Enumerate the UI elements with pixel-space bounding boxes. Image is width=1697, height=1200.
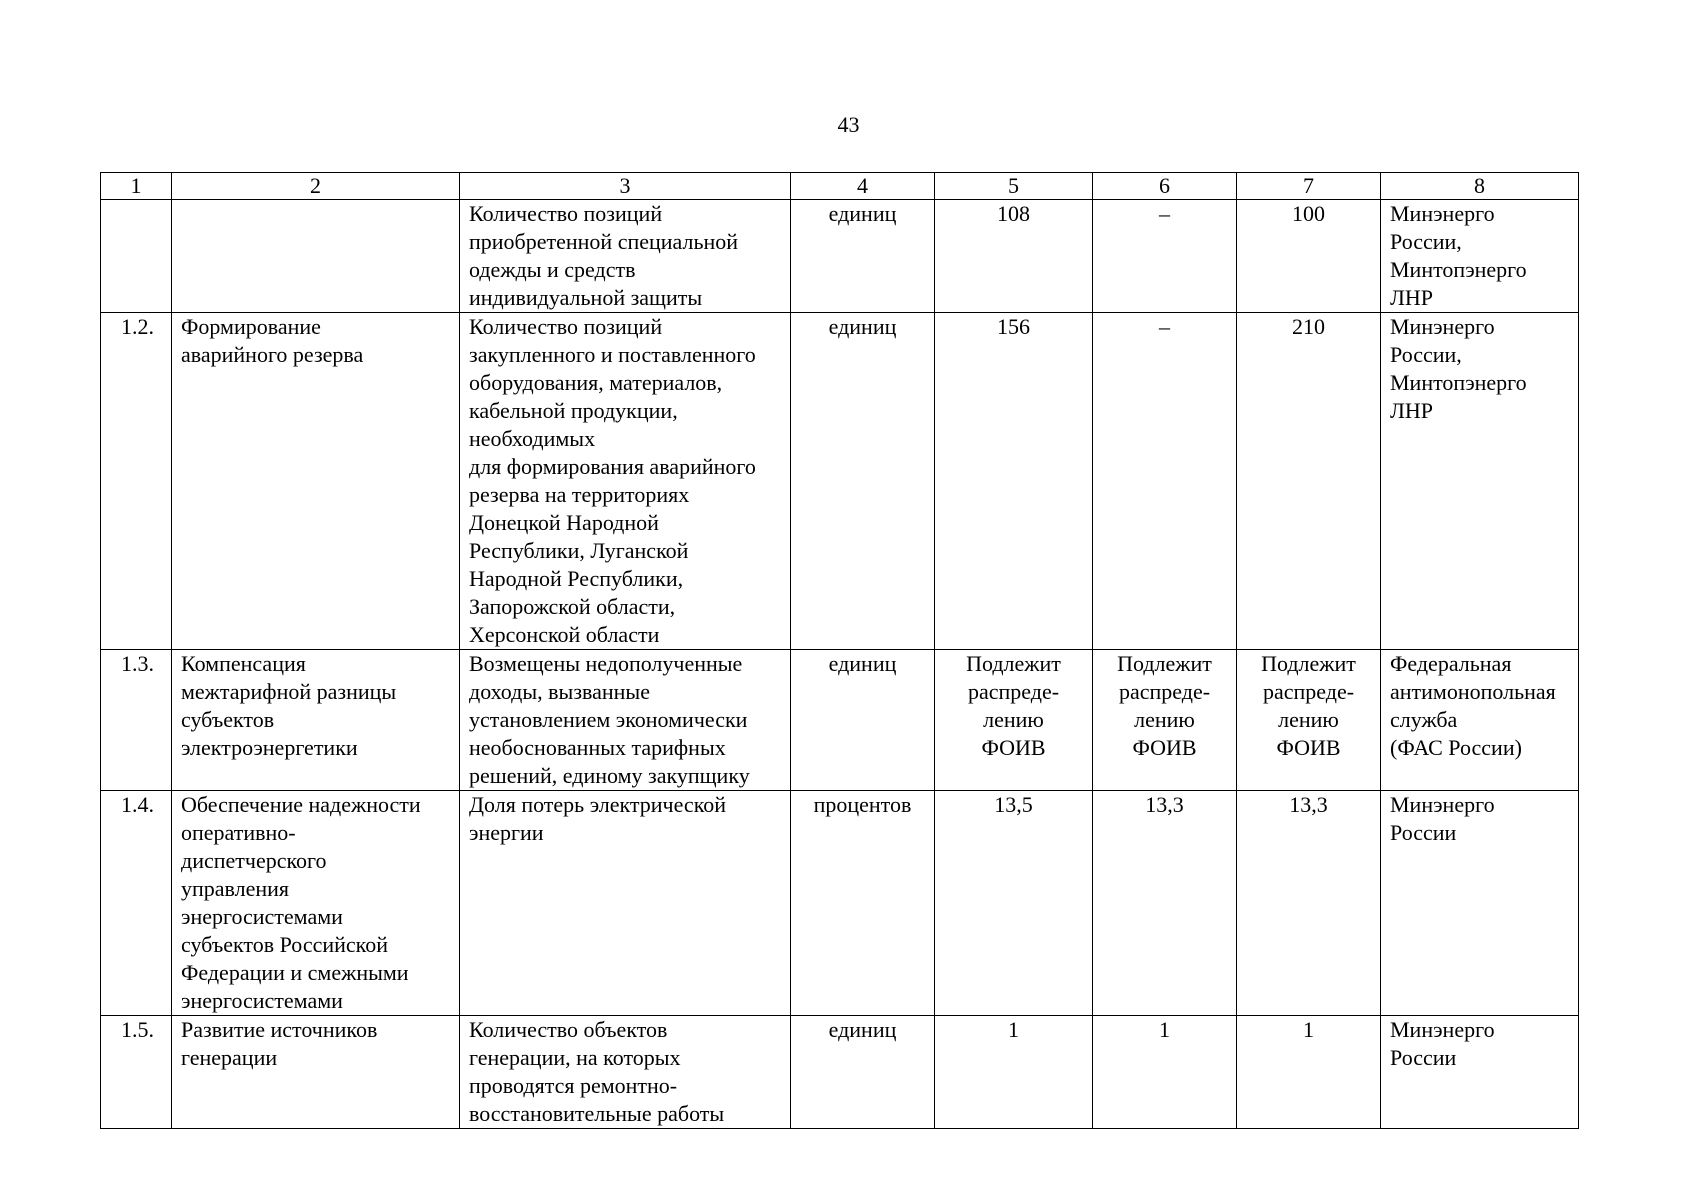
value-col6-cell: Подлежит распреде- лению ФОИВ: [1093, 650, 1237, 791]
responsible-cell: Минэнерго России: [1381, 791, 1579, 1016]
table-row: [101, 313, 1579, 650]
measure-cell: Обеспечение надежности оперативно- диспетчерского управления энергосистемами субъектов Российской Федерации и смежными энергосистемами: [172, 791, 460, 1016]
row-number: 1.5.: [101, 1016, 172, 1129]
value-col6-cell: –: [1093, 313, 1237, 650]
indicator-cell: Количество позиций закупленного и поставленного оборудования, материалов, кабельной продукции, необходимых для формирования аварийного резерва на территориях Донецкой Народной Республики, Луганской Народной Республики, Запорожской области, Херсонской области: [460, 313, 791, 650]
responsible-cell: Минэнерго России, Минтопэнерго ЛНР: [1381, 200, 1579, 313]
value-col6-cell: –: [1093, 200, 1237, 313]
indicator-cell: Доля потерь электрической энергии: [460, 791, 791, 1016]
row-number: 1.2.: [101, 313, 172, 650]
row-number: 1.3.: [101, 650, 172, 791]
unit-cell: процентов: [791, 791, 935, 1016]
table-row: [101, 791, 1579, 1016]
header-cell-2: 2: [172, 173, 460, 200]
header-cell-1: 1: [101, 173, 172, 200]
row-number: 1.4.: [101, 791, 172, 1016]
measure-cell: Формирование аварийного резерва: [172, 313, 460, 650]
table-row: [101, 650, 1579, 791]
value-col7-cell: 13,3: [1237, 791, 1381, 1016]
responsible-cell: Минэнерго России: [1381, 1016, 1579, 1129]
header-cell-3: 3: [460, 173, 791, 200]
value-col5-cell: Подлежит распреде- лению ФОИВ: [935, 650, 1093, 791]
header-cell-6: 6: [1093, 173, 1237, 200]
table-header-row: [101, 173, 1579, 200]
indicator-cell: Количество объектов генерации, на которых проводятся ремонтно- восстановительные работы: [460, 1016, 791, 1129]
unit-cell: единиц: [791, 200, 935, 313]
unit-cell: единиц: [791, 313, 935, 650]
indicator-cell: Количество позиций приобретенной специальной одежды и средств индивидуальной защиты: [460, 200, 791, 313]
value-col5-cell: 156: [935, 313, 1093, 650]
unit-cell: единиц: [791, 1016, 935, 1129]
unit-cell: единиц: [791, 650, 935, 791]
value-col5-cell: 13,5: [935, 791, 1093, 1016]
table-row: [101, 200, 1579, 313]
responsible-cell: Федеральная антимонопольная служба (ФАС России): [1381, 650, 1579, 791]
value-col5-cell: 108: [935, 200, 1093, 313]
measure-cell: Развитие источников генерации: [172, 1016, 460, 1129]
row-number: [101, 200, 172, 313]
value-col7-cell: 210: [1237, 313, 1381, 650]
value-col7-cell: 1: [1237, 1016, 1381, 1129]
indicator-cell: Возмещены недополученные доходы, вызванные установлением экономически необоснованных тарифных решений, единому закупщику: [460, 650, 791, 791]
header-cell-7: 7: [1237, 173, 1381, 200]
header-cell-4: 4: [791, 173, 935, 200]
table-row: [101, 1016, 1579, 1129]
header-cell-5: 5: [935, 173, 1093, 200]
data-table: [100, 172, 1579, 1129]
header-cell-8: 8: [1381, 173, 1579, 200]
measure-cell: Компенсация межтарифной разницы субъектов электроэнергетики: [172, 650, 460, 791]
measure-cell: [172, 200, 460, 313]
value-col6-cell: 13,3: [1093, 791, 1237, 1016]
value-col5-cell: 1: [935, 1016, 1093, 1129]
value-col7-cell: 100: [1237, 200, 1381, 313]
value-col6-cell: 1: [1093, 1016, 1237, 1129]
value-col7-cell: Подлежит распреде- лению ФОИВ: [1237, 650, 1381, 791]
page-number: 43: [837, 112, 860, 137]
responsible-cell: Минэнерго России, Минтопэнерго ЛНР: [1381, 313, 1579, 650]
